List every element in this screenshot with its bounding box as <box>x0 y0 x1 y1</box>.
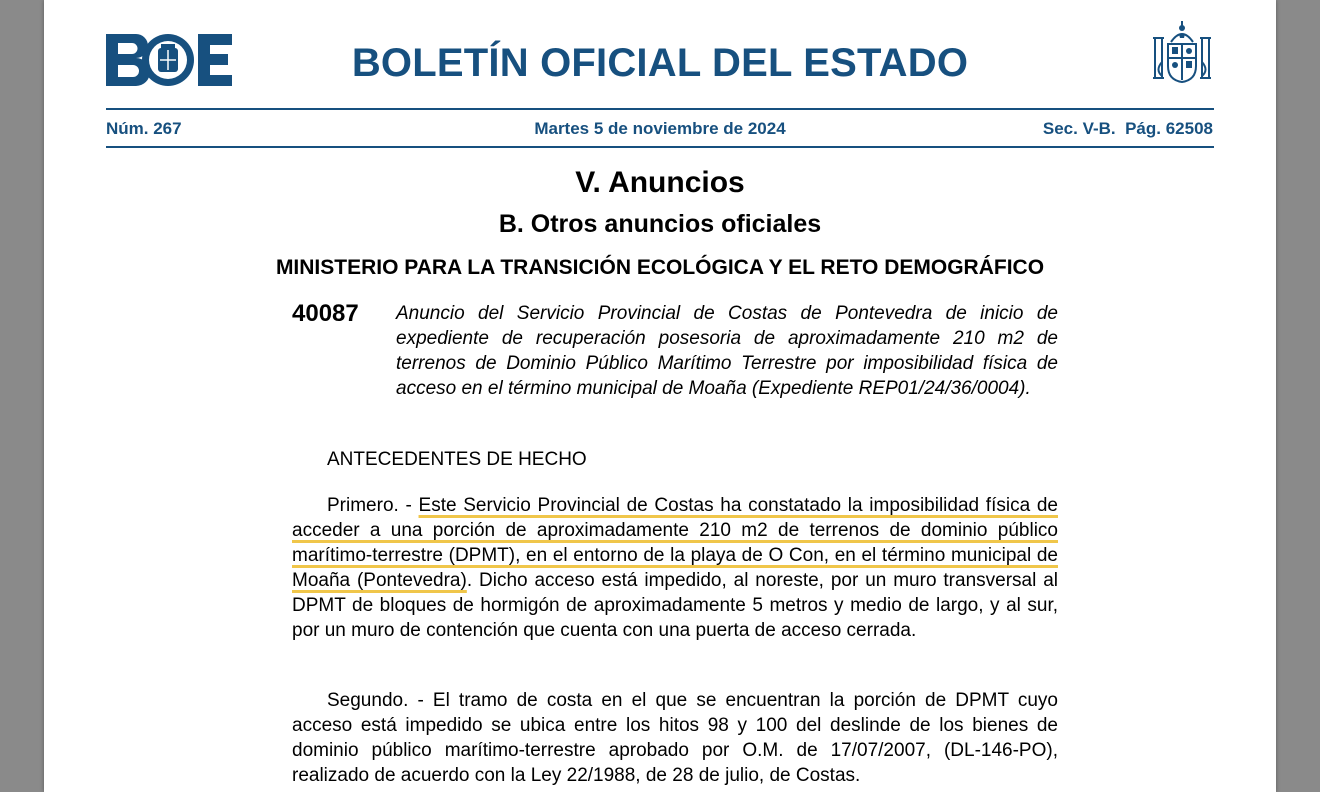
highlighted-text: Este Servicio Provincial de Costas ha constatado la imposibilidad física de acceder a una porción de aproximadamente 210 m2 de terrenos de dominio público marítimo-terrestre (DPMT), en el entorno de la playa de O Con, en el término municipal de Moaña (Pontevedra) <box>292 495 1058 591</box>
header-rule-bottom <box>106 146 1214 148</box>
paragraph-primero <box>292 493 1058 643</box>
paragraph-segundo: Segundo. - El tramo de costa en el que se encuentran la porción de DPMT cuyo acceso está impedido se ubica entre los hitos 98 y 100 del deslinde de los bienes de dominio público marítimo-terrestre aprobado por O.M. de 17/07/2007, (DL-146-PO), realizado de acuerdo con la Ley 22/1988, de 28 de julio, de Costas. <box>292 690 1058 786</box>
document-page <box>44 0 1276 792</box>
subsection-heading: B. Otros anuncios oficiales <box>498 210 822 238</box>
coat-of-arms-icon <box>1151 20 1213 88</box>
ministry-heading: MINISTERIO PARA LA TRANSICIÓN ECOLÓGICA Y EL RETO DEMOGRÁFICO <box>275 256 1045 279</box>
antecedentes-heading: ANTECEDENTES DE HECHO <box>327 449 587 470</box>
section-page: Sec. V-B. Pág. 62508 <box>1042 119 1213 138</box>
announcement-number: 40087 <box>292 300 359 327</box>
section-heading: V. Anuncios <box>575 166 745 199</box>
publication-title: BOLETÍN OFICIAL DEL ESTADO <box>351 41 969 85</box>
issue-date: Martes 5 de noviembre de 2024 <box>534 119 786 138</box>
header-rule-top <box>106 108 1214 110</box>
paragraph-text: . Dicho acceso está impedido, al noreste, por un muro transversal al DPMT de bloques de hormigón de aproximadamente 5 metros y medio de largo, y al sur, por un muro de contención que cuenta con una puerta de acceso cerrada. <box>292 570 1058 641</box>
issue-number: Núm. 267 <box>106 119 182 138</box>
announcement-summary: Anuncio del Servicio Provincial de Costas de Pontevedra de inicio de expediente de recuperación posesoria de aproximadamente 210 m2 de terrenos de Dominio Público Marítimo Terrestre por imposibilidad física de acceso en el término municipal de Moaña (Expediente REP01/24/36/0004). <box>396 303 1058 399</box>
paragraph-lead: Primero. - <box>327 495 419 516</box>
